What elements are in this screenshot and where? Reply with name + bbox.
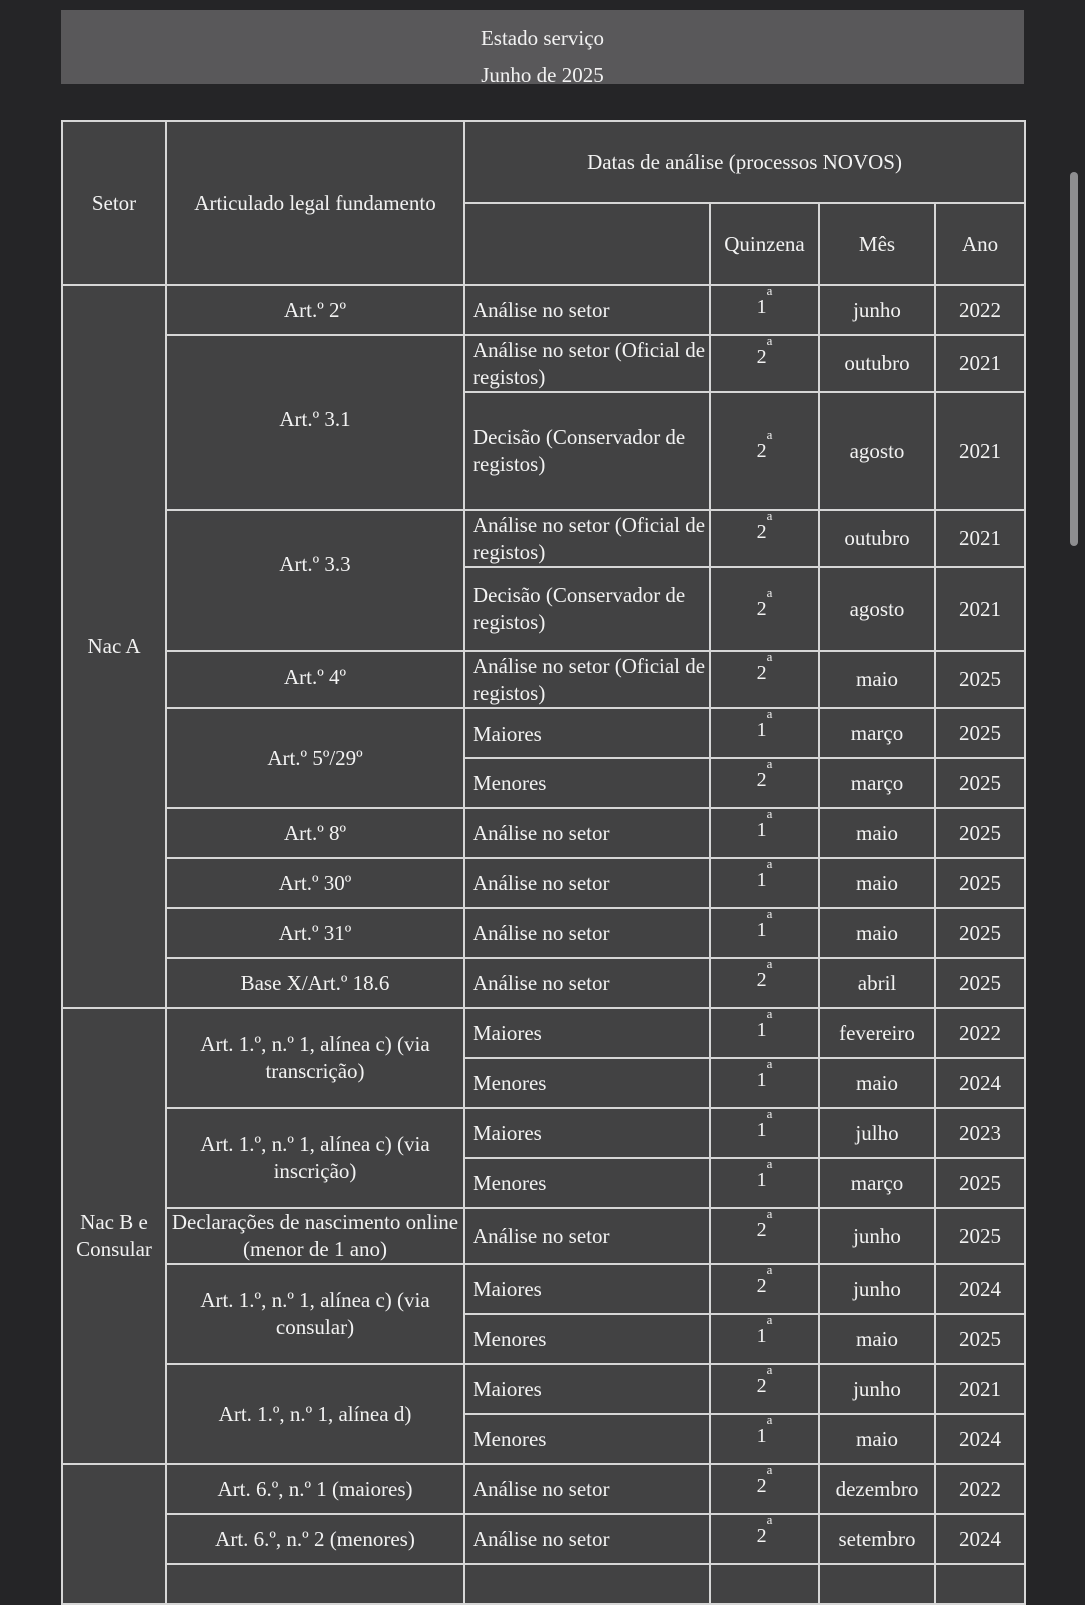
desc-cell: Análise no setor (464, 858, 710, 908)
article-cell: Art. 6.º, n.º 1 (maiores) (166, 1464, 464, 1514)
desc-cell: Análise no setor (464, 1514, 710, 1564)
ano-cell: 2021 (935, 1364, 1025, 1414)
article-cell: Art. 1.º, n.º 1, alínea d) (166, 1364, 464, 1464)
quinzena-cell: 2$^a$ (710, 1514, 819, 1564)
ano-cell: 2021 (935, 392, 1025, 510)
quinzena-cell: 1$^a$ (710, 285, 819, 335)
mes-cell: março (819, 708, 935, 758)
quinzena-cell: 2$^a$ (710, 392, 819, 510)
ano-cell: 2021 (935, 510, 1025, 567)
mes-cell: maio (819, 858, 935, 908)
mes-cell: agosto (819, 567, 935, 651)
mes-cell: julho (819, 1108, 935, 1158)
quinzena-cell: 1$^a$ (710, 1414, 819, 1464)
article-cell: Art.º 5º/29º (166, 708, 464, 808)
ano-cell: 2025 (935, 708, 1025, 758)
status-table (61, 120, 1026, 1605)
article-cell: Art.º 31º (166, 908, 464, 958)
quinzena-cell: 1$^a$ (710, 908, 819, 958)
article-cell (166, 1564, 464, 1604)
desc-cell: Menores (464, 1314, 710, 1364)
mes-cell: maio (819, 1058, 935, 1108)
ano-cell: 2025 (935, 858, 1025, 908)
quinzena-cell: 1$^a$ (710, 1108, 819, 1158)
ano-cell: 2023 (935, 1108, 1025, 1158)
table-row (62, 510, 1025, 567)
quinzena-cell: 2$^a$ (710, 1208, 819, 1264)
quinzena-cell: 1$^a$ (710, 1058, 819, 1108)
desc-cell: Menores (464, 758, 710, 808)
desc-cell: Análise no setor (464, 958, 710, 1008)
header-datas: Datas de análise (processos NOVOS) (464, 121, 1025, 203)
mes-cell: maio (819, 908, 935, 958)
article-cell: Art.º 4º (166, 651, 464, 708)
ano-cell: 2024 (935, 1264, 1025, 1314)
quinzena-cell: 2$^a$ (710, 1264, 819, 1314)
ano-cell: 2021 (935, 567, 1025, 651)
mes-cell: junho (819, 1264, 935, 1314)
desc-cell: Maiores (464, 1008, 710, 1058)
table-row (62, 908, 1025, 958)
mes-cell: junho (819, 1208, 935, 1264)
table-row (62, 808, 1025, 858)
table-row (62, 958, 1025, 1008)
mes-cell: junho (819, 285, 935, 335)
ano-cell: 2025 (935, 758, 1025, 808)
desc-cell: Maiores (464, 1364, 710, 1414)
header-ano: Ano (935, 203, 1025, 285)
desc-cell: Análise no setor (464, 1464, 710, 1514)
desc-cell: Menores (464, 1158, 710, 1208)
table-row (62, 1564, 1025, 1604)
header-quinzena: Quinzena (710, 203, 819, 285)
quinzena-cell: 2$^a$ (710, 958, 819, 1008)
desc-cell: Análise no setor (Oficial de registos) (464, 510, 710, 567)
mes-cell: maio (819, 651, 935, 708)
article-cell: Art. 6.º, n.º 2 (menores) (166, 1514, 464, 1564)
desc-cell: Análise no setor (464, 908, 710, 958)
mes-cell: dezembro (819, 1464, 935, 1514)
header-descricao (464, 203, 710, 285)
article-cell: Declarações de nascimento online (menor de 1 ano) (166, 1208, 464, 1264)
mes-cell: agosto (819, 392, 935, 510)
desc-cell: Menores (464, 1058, 710, 1108)
desc-cell: Análise no setor (464, 808, 710, 858)
ano-cell: 2025 (935, 1314, 1025, 1364)
quinzena-cell: 2$^a$ (710, 335, 819, 392)
mes-cell: junho (819, 1364, 935, 1414)
mes-cell (819, 1564, 935, 1604)
ano-cell: 2022 (935, 1464, 1025, 1514)
page-title: Estado serviço (480, 26, 605, 50)
article-cell: Art.º 8º (166, 808, 464, 858)
quinzena-cell: 2$^a$ (710, 1364, 819, 1414)
mes-cell: março (819, 1158, 935, 1208)
desc-cell: Análise no setor (464, 1208, 710, 1264)
table-row (62, 335, 1025, 392)
table-row (62, 1208, 1025, 1264)
article-cell: Art.º 3.3 (166, 510, 464, 651)
article-cell: Art.º 2º (166, 285, 464, 335)
table-row (62, 1264, 1025, 1314)
mes-cell: setembro (819, 1514, 935, 1564)
ano-cell: 2022 (935, 1008, 1025, 1058)
quinzena-cell: 1$^a$ (710, 1314, 819, 1364)
header-mes: Mês (819, 203, 935, 285)
mes-cell: maio (819, 808, 935, 858)
article-cell: Art. 1.º, n.º 1, alínea c) (via inscrição) (166, 1108, 464, 1208)
mes-cell: maio (819, 1314, 935, 1364)
table-row (62, 651, 1025, 708)
desc-cell: Maiores (464, 708, 710, 758)
table-row (62, 1008, 1025, 1058)
group-next (62, 1464, 166, 1604)
ano-cell: 2024 (935, 1514, 1025, 1564)
table-row (62, 1364, 1025, 1414)
page-subtitle: Junho de 2025 (481, 63, 604, 87)
page-header (61, 10, 1024, 87)
group-nac-b-consular: Nac B e Consular (62, 1008, 166, 1464)
ano-cell: 2025 (935, 651, 1025, 708)
ano-cell: 2024 (935, 1058, 1025, 1108)
desc-cell (464, 1564, 710, 1604)
quinzena-cell: 2$^a$ (710, 758, 819, 808)
article-cell: Art.º 30º (166, 858, 464, 908)
desc-cell: Análise no setor (464, 285, 710, 335)
ano-cell: 2025 (935, 958, 1025, 1008)
desc-cell: Maiores (464, 1264, 710, 1314)
quinzena-cell: 2$^a$ (710, 651, 819, 708)
ano-cell: 2021 (935, 335, 1025, 392)
header-setor: Setor (62, 121, 166, 285)
quinzena-cell: 2$^a$ (710, 510, 819, 567)
desc-cell: Menores (464, 1414, 710, 1464)
quinzena-cell: 2$^a$ (710, 567, 819, 651)
mes-cell: outubro (819, 335, 935, 392)
article-cell: Art.º 3.1 (166, 335, 464, 510)
ano-cell: 2025 (935, 1158, 1025, 1208)
desc-cell: Maiores (464, 1108, 710, 1158)
header-articulado: Articulado legal fundamento (166, 121, 464, 285)
desc-cell: Decisão (Conservador de registos) (464, 567, 710, 651)
article-cell: Art. 1.º, n.º 1, alínea c) (via transcrição) (166, 1008, 464, 1108)
ano-cell (935, 1564, 1025, 1604)
quinzena-cell: 2$^a$ (710, 1464, 819, 1514)
quinzena-cell (710, 1564, 819, 1604)
article-cell: Art. 1.º, n.º 1, alínea c) (via consular) (166, 1264, 464, 1364)
quinzena-cell: 1$^a$ (710, 808, 819, 858)
table-row (62, 1514, 1025, 1564)
quinzena-cell: 1$^a$ (710, 1008, 819, 1058)
mes-cell: maio (819, 1414, 935, 1464)
group-nac-a: Nac A (62, 285, 166, 1008)
table-row (62, 708, 1025, 758)
desc-cell: Análise no setor (Oficial de registos) (464, 335, 710, 392)
quinzena-cell: 1$^a$ (710, 858, 819, 908)
ano-cell: 2025 (935, 908, 1025, 958)
desc-cell: Decisão (Conservador de registos) (464, 392, 710, 510)
desc-cell: Análise no setor (Oficial de registos) (464, 651, 710, 708)
ano-cell: 2025 (935, 808, 1025, 858)
ano-cell: 2024 (935, 1414, 1025, 1464)
mes-cell: março (819, 758, 935, 808)
mes-cell: outubro (819, 510, 935, 567)
mes-cell: abril (819, 958, 935, 1008)
quinzena-cell: 1$^a$ (710, 708, 819, 758)
quinzena-cell: 1$^a$ (710, 1158, 819, 1208)
ano-cell: 2025 (935, 1208, 1025, 1264)
ano-cell: 2022 (935, 285, 1025, 335)
mes-cell: fevereiro (819, 1008, 935, 1058)
scrollbar[interactable] (1070, 172, 1078, 546)
table-row (62, 285, 1025, 335)
article-cell: Base X/Art.º 18.6 (166, 958, 464, 1008)
table-row (62, 858, 1025, 908)
table-header-row (62, 121, 1025, 203)
table-row (62, 1108, 1025, 1158)
table-row (62, 1464, 1025, 1514)
